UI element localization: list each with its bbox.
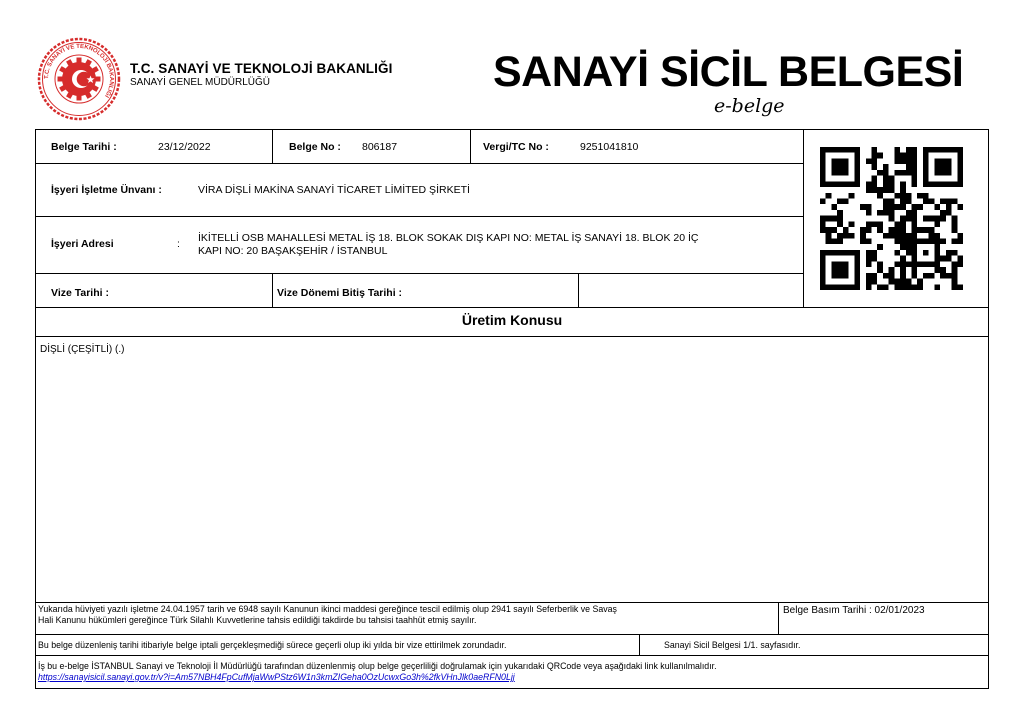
document-no-value: 806187 [362, 141, 398, 153]
production-heading: Üretim Konusu [461, 312, 563, 328]
divider [272, 273, 273, 308]
divider [470, 130, 471, 164]
divider [778, 602, 779, 635]
divider [36, 307, 988, 308]
visa-end-date-label: Vize Dönemi Bitiş Tarihi : [277, 287, 403, 299]
document-date-label: Belge Tarihi : [51, 141, 117, 153]
verify-link[interactable]: https://sanayisicil.sanayi.gov.tr/v?i=Am57NBH4FpCufMjaWwPStz6W1n3kmZIGeha0OzUcwxGo3h%2fkVHnJlk0aeRFN0Ljj [38, 672, 515, 682]
document-no-label: Belge No : [289, 141, 341, 153]
divider [36, 655, 988, 656]
address-line-2: KAPI NO: 20 BAŞAKŞEHİR / İSTANBUL [198, 245, 388, 257]
address-label: İşyeri Adresi [51, 238, 114, 250]
qr-code[interactable] [820, 147, 963, 290]
verify-text: İş bu e-belge İSTANBUL Sanayi ve Teknoloji İl Müdürlüğü tarafından düzenlenmiş olup belge geçerliliği doğrulamak için yukarıdaki QRCode veya aşağıdaki link kullanılmalıdır. [38, 661, 717, 671]
business-title-label: İşyeri İşletme Ünvanı : [51, 184, 162, 196]
visa-date-label: Vize Tarihi : [51, 287, 109, 299]
production-items: DİŞLİ (ÇEŞİTLİ) (.) [40, 344, 125, 355]
divider [639, 634, 640, 656]
ministry-seal-logo [37, 37, 121, 121]
divider [272, 130, 273, 164]
department-name: SANAYİ GENEL MÜDÜRLÜĞÜ [130, 77, 271, 88]
business-title-value: VİRA DİŞLİ MAKİNA SANAYİ TİCARET LİMİTED ŞİRKETİ [198, 184, 470, 196]
divider [36, 602, 988, 603]
validity-text: Bu belge düzenleniş tarihi itibariyle belge iptali gerçekleşmediği sürece geçerli olup iki yılda bir vize ettirilmek zorundadır. [38, 640, 507, 650]
law-text-line-1: Yukarıda hüviyeti yazılı işletme 24.04.1957 tarih ve 6948 sayılı Kanunun ikinci maddesi gereğince tescil edilmiş olup 2941 sayılı Seferberlik ve Savaş [38, 604, 617, 614]
tax-no-value: 9251041810 [580, 141, 639, 153]
divider [803, 130, 804, 308]
document-date-value: 23/12/2022 [158, 141, 211, 153]
seal-text: T.C. SANAYİ VE TEKNOLOJİ BAKANLIĞI [43, 43, 115, 99]
divider [36, 273, 803, 274]
divider [36, 216, 803, 217]
tax-no-label: Vergi/TC No : [483, 141, 549, 153]
law-text-line-2: Hali Kanunu hükümleri gereğince Türk Silahlı Kuvvetlerine tahsis edildiği takdirde bu tahsisi taahhüt etmiş sayılır. [38, 615, 477, 625]
divider [36, 336, 988, 337]
ministry-name: T.C. SANAYİ VE TEKNOLOJİ BAKANLIĞI [130, 61, 393, 76]
address-colon: : [177, 238, 180, 250]
divider [36, 634, 988, 635]
address-line-1: İKİTELLİ OSB MAHALLESİ METAL İŞ 18. BLOK SOKAK DIŞ KAPI NO: METAL İŞ SANAYİ 18. BLOK 20 İÇ [198, 232, 699, 244]
document-title: SANAYİ SİCİL BELGESİ [493, 48, 964, 96]
page-text: Sanayi Sicil Belgesi 1/1. sayfasıdır. [664, 640, 801, 650]
e-belge-label: e-belge [714, 95, 785, 117]
print-date: Belge Basım Tarihi : 02/01/2023 [783, 605, 925, 616]
divider [578, 273, 579, 308]
divider [36, 163, 803, 164]
